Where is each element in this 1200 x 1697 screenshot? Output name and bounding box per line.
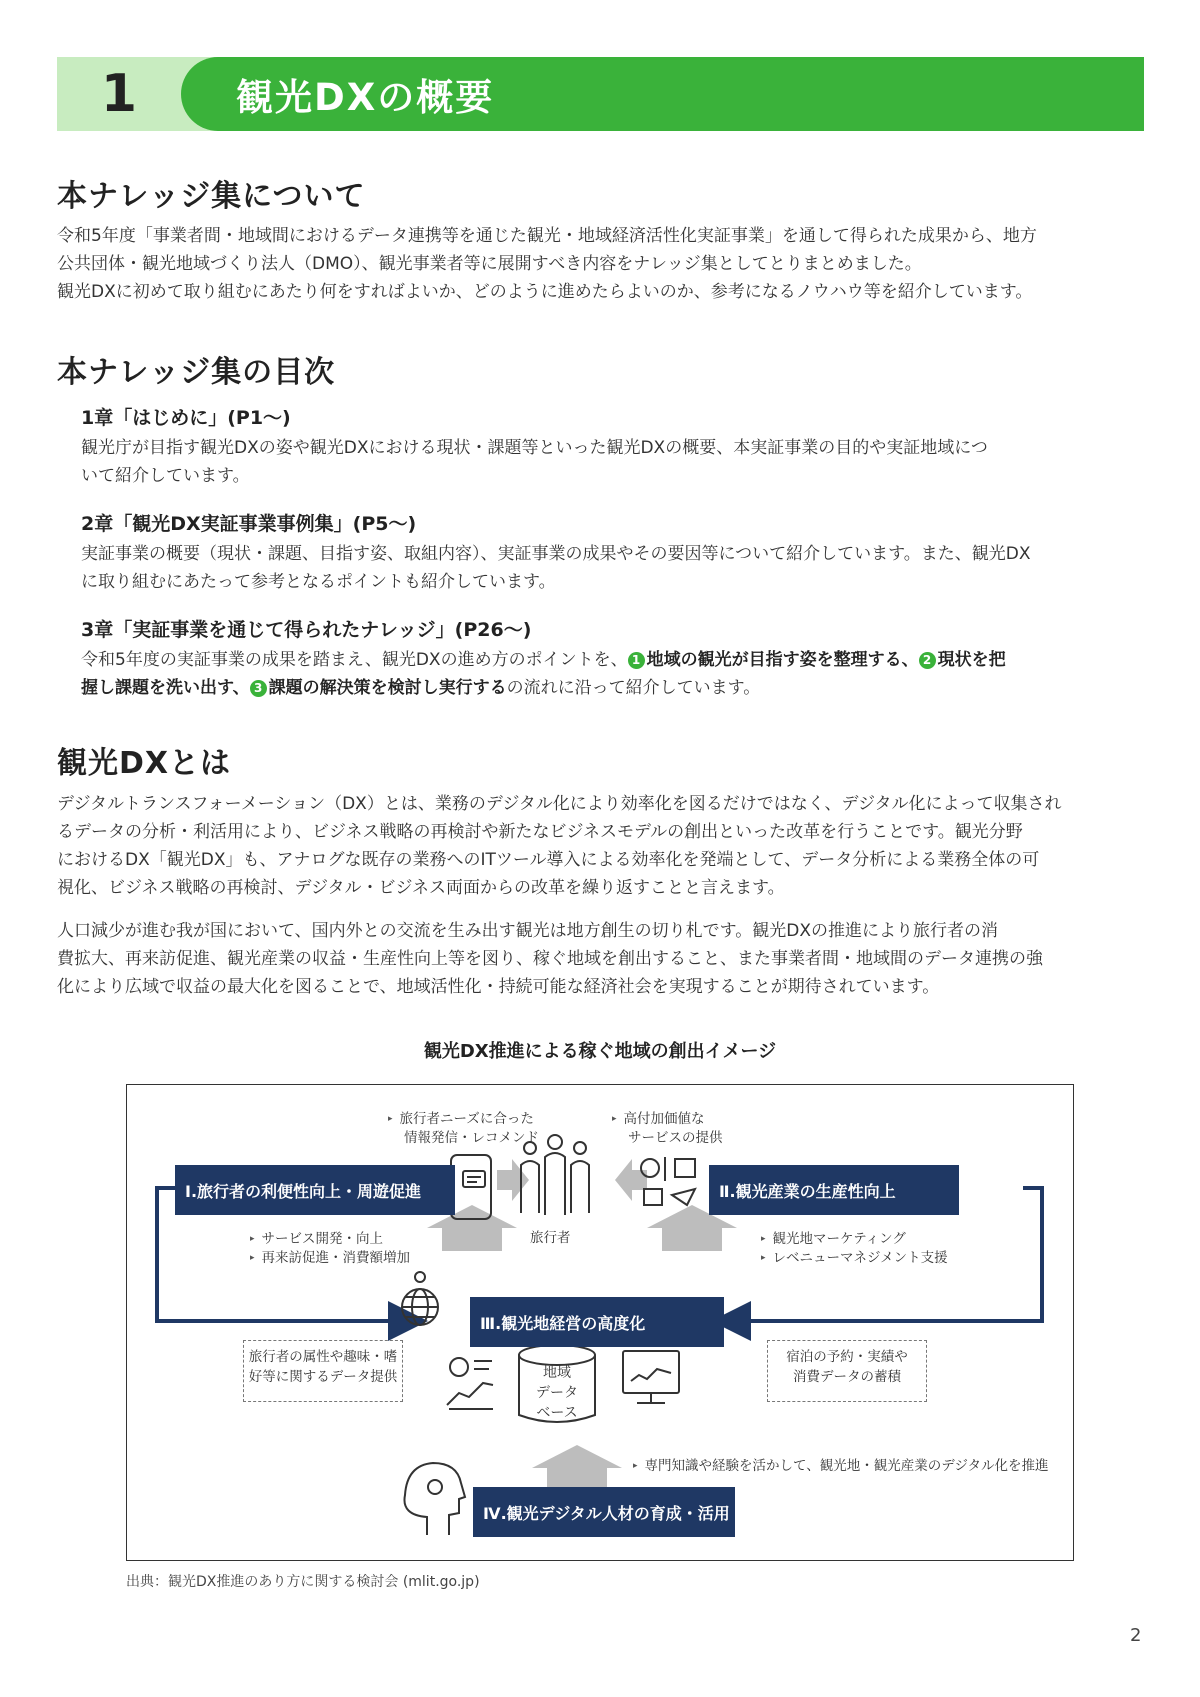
text-line: におけるDX「観光DX」も、アナログな既存の業務へのITツール導入による効率化を発端として、データ分析による業務全体の可: [57, 850, 1040, 870]
dx-paragraph-2: [57, 917, 1147, 1001]
figure-frame: [126, 1084, 1074, 1561]
text-line: [81, 674, 1147, 702]
toc-chapter2-desc: [81, 540, 1147, 596]
text-line: ▸ レベニューマネジメント支援: [761, 1249, 948, 1268]
chapter-title: 観光DXの概要: [236, 76, 495, 119]
text-line: 消費データの蓄積: [793, 1369, 901, 1385]
step-2-text-cont: 握し課題を洗い出す、: [81, 678, 250, 698]
text-line: ▸ 高付加価値な: [612, 1110, 723, 1129]
text-line: 地域: [543, 1365, 571, 1381]
text-line: 化により広域で収益の最大化を図ることで、地域活性化・持続可能な経済社会を実現することが期待されています。: [57, 977, 940, 997]
toc-chapter3-desc: [81, 646, 1147, 702]
box-destination-management: Ⅲ.観光地経営の高度化: [470, 1297, 724, 1347]
text-line: 費拡大、再来訪促進、観光産業の収益・生産性向上等を図り、稼ぐ地域を創出すること、また事業者間・地域間のデータ連携の強: [57, 949, 1043, 969]
text-line: 観光庁が目指す観光DXの姿や観光DXにおける現状・課題等といった観光DXの概要、本実証事業の目的や実証地域につ: [81, 438, 988, 458]
text-line: ▸ 旅行者ニーズに合った: [388, 1110, 539, 1129]
box-industry-productivity: Ⅱ.観光産業の生産性向上: [709, 1165, 959, 1215]
text-line: 観光DXに初めて取り組むにあたり何をすればよいか、どのように進めたらよいのか、参考になるノウハウ等を紹介しています。: [57, 282, 1033, 302]
traveler-label: 旅行者: [530, 1230, 571, 1246]
text-line: 宿泊の予約・実績や: [786, 1349, 908, 1365]
text-line: ▸ サービス開発・向上: [250, 1230, 410, 1249]
step-3-text: 課題の解決策を検討し実行する: [268, 678, 507, 698]
text-span: の流れに沿って紹介しています。: [506, 678, 761, 698]
text-line: 視化、ビジネス戦略の再検討、デジタル・ビジネス両面からの改革を繰り返すことと言えます。: [57, 878, 785, 898]
step-1-text: 地域の観光が目指す姿を整理する、: [646, 650, 919, 670]
figure-title: 観光DX推進による稼ぐ地域の創出イメージ: [423, 1041, 777, 1062]
text-line: デジタルトランスフォーメーション（DX）とは、業務のデジタル化により効率化を図るだけではなく、デジタル化によって収集され: [57, 794, 1062, 814]
about-paragraph: [57, 222, 1147, 306]
analytics-icon: [447, 1358, 493, 1409]
page-number: 2: [1130, 1625, 1142, 1646]
toc-chapter1-desc: [81, 434, 1147, 490]
text-span: 令和5年度の実証事業の成果を踏まえ、観光DXの進め方のポイントを、: [81, 650, 628, 670]
toc-chapter2-title: 2章「観光DX実証事業事例集」(P5～): [81, 513, 417, 535]
text-line: 実証事業の概要（現状・課題、目指す姿、取組内容）、実証事業の成果やその要因等について紹介しています。また、観光DX: [81, 544, 1031, 564]
section-heading-about: 本ナレッジ集について: [57, 179, 366, 214]
dx-paragraph-1: [57, 790, 1147, 902]
text-line: データ: [536, 1385, 578, 1401]
toc-chapter1-title: 1章「はじめに」(P1～): [81, 407, 291, 429]
text-line: 公共団体・観光地域づくり法人（DMO）、観光事業者等に展開すべき内容をナレッジ集としてとりまとめました。: [57, 254, 922, 274]
notes-right: [761, 1230, 948, 1268]
step-number-badge: 1: [628, 652, 645, 669]
box-digital-talent: Ⅳ.観光デジタル人材の育成・活用: [473, 1487, 735, 1537]
section-heading-toc: 本ナレッジ集の目次: [57, 355, 336, 390]
monitor-icon: [623, 1351, 679, 1403]
text-line: ▸ 再来訪促進・消費額増加: [250, 1249, 410, 1268]
text-line: [81, 646, 1147, 674]
text-line: るデータの分析・利活用により、ビジネス戦略の再検討や新たなビジネスモデルの創出といった改革を行うことです。観光分野: [57, 822, 1023, 842]
figure-source: 出典：観光DX推進のあり方に関する検討会 (mlit.go.jp): [126, 1574, 480, 1590]
text-line: サービスの提供: [628, 1130, 723, 1146]
text-line: 人口減少が進む我が国において、国内外との交流を生み出す観光は地方創生の切り札です。観光DXの推進により旅行者の消: [57, 921, 999, 941]
regional-database-label: [519, 1363, 595, 1423]
text-line: 好等に関するデータ提供: [248, 1369, 398, 1385]
note-top-right: [612, 1110, 723, 1148]
step-number-badge: 2: [919, 652, 936, 669]
text-line: ベース: [536, 1405, 578, 1421]
notes-left: [250, 1230, 410, 1268]
section-heading-what-is-dx: 観光DXとは: [57, 746, 232, 781]
step-number-badge: 3: [250, 680, 267, 697]
dashed-note-right: [767, 1340, 927, 1402]
text-line: 情報発信・レコメンド: [404, 1130, 539, 1146]
step-2-text: 現状を把: [937, 650, 1006, 670]
toc-chapter3-title: 3章「実証事業を通じて得られたナレッジ」(P26～): [81, 619, 532, 641]
chapter-number: 1: [100, 64, 138, 124]
bottom-note: ▸ 専門知識や経験を活かして、観光地・観光産業のデジタル化を推進: [633, 1457, 1048, 1476]
text-line: 旅行者の属性や趣味・嗜: [248, 1349, 398, 1365]
service-icons: [641, 1157, 695, 1205]
dashed-note-left: [243, 1340, 403, 1402]
globe-icon: [402, 1272, 438, 1325]
text-line: いて紹介しています。: [81, 466, 250, 486]
text-line: に取り組むにあたって参考となるポイントも紹介しています。: [81, 572, 556, 592]
box-traveler-convenience: Ⅰ.旅行者の利便性向上・周遊促進: [175, 1165, 455, 1215]
note-top-left: [388, 1110, 539, 1148]
text-line: ▸ 観光地マーケティング: [761, 1230, 948, 1249]
text-line: 令和5年度「事業者間・地域間におけるデータ連携等を通じた観光・地域経済活性化実証事業」を通して得られた成果から、地方: [57, 226, 1037, 246]
head-icon: [404, 1463, 465, 1535]
